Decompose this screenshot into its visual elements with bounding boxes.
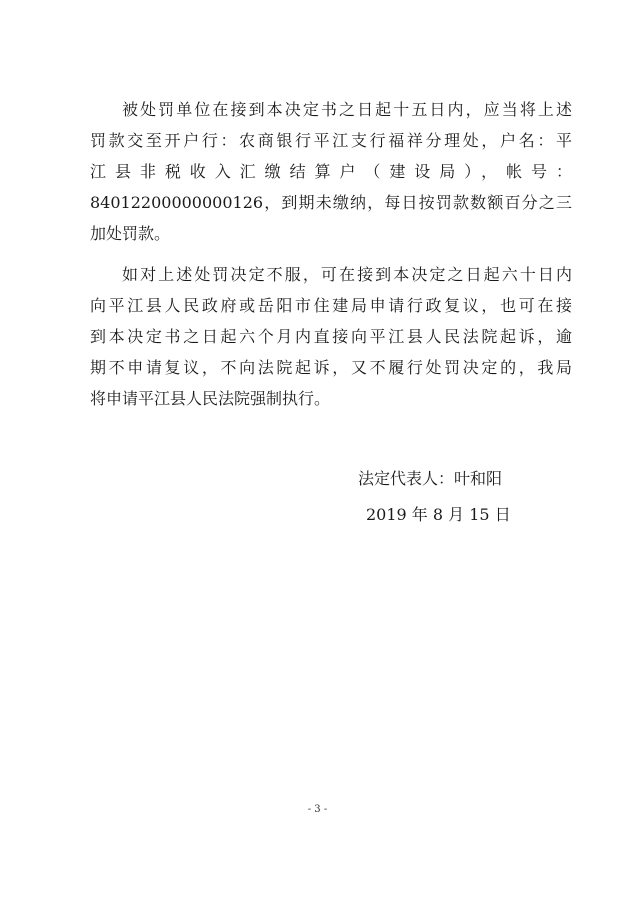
page-number: - 3 -: [307, 804, 328, 815]
paragraph-gap: [90, 249, 572, 259]
paragraph-appeal-rights: [90, 259, 572, 414]
paragraph-line: 向平江县人民政府或岳阳市住建局申请行政复议，也可在接: [90, 296, 572, 315]
paragraph-line: 期不申请复议，不向法院起诉，又不履行处罚决定的，我局: [90, 358, 572, 377]
paragraph-line: 到本决定书之日起六个月内直接向平江县人民法院起诉，逾: [90, 327, 572, 346]
paragraph-line: 84012200000000126，到期未缴纳，每日按罚款数额百分之三: [90, 193, 572, 212]
paragraph-line: 如对上述处罚决定不服，可在接到本决定之日起六十日内: [122, 265, 572, 284]
decision-date: 2019 年 8 月 15 日: [366, 505, 511, 524]
paragraph-line: 加处罚款。: [90, 224, 171, 243]
paragraph-payment-instructions: [90, 94, 572, 249]
paragraph-line: 江县非税收入汇缴结算户（建设局），帐号：: [90, 162, 572, 181]
paragraph-line: 罚款交至开户行：农商银行平江支行福祥分理处，户名：平: [90, 131, 572, 150]
paragraph-line: 将申请平江县人民法院强制执行。: [90, 389, 331, 408]
document-body: [90, 94, 572, 414]
legal-representative: 法定代表人：叶和阳: [358, 469, 503, 488]
signature-block: [358, 461, 558, 533]
paragraph-line: 被处罚单位在接到本决定书之日起十五日内，应当将上述: [122, 100, 572, 119]
